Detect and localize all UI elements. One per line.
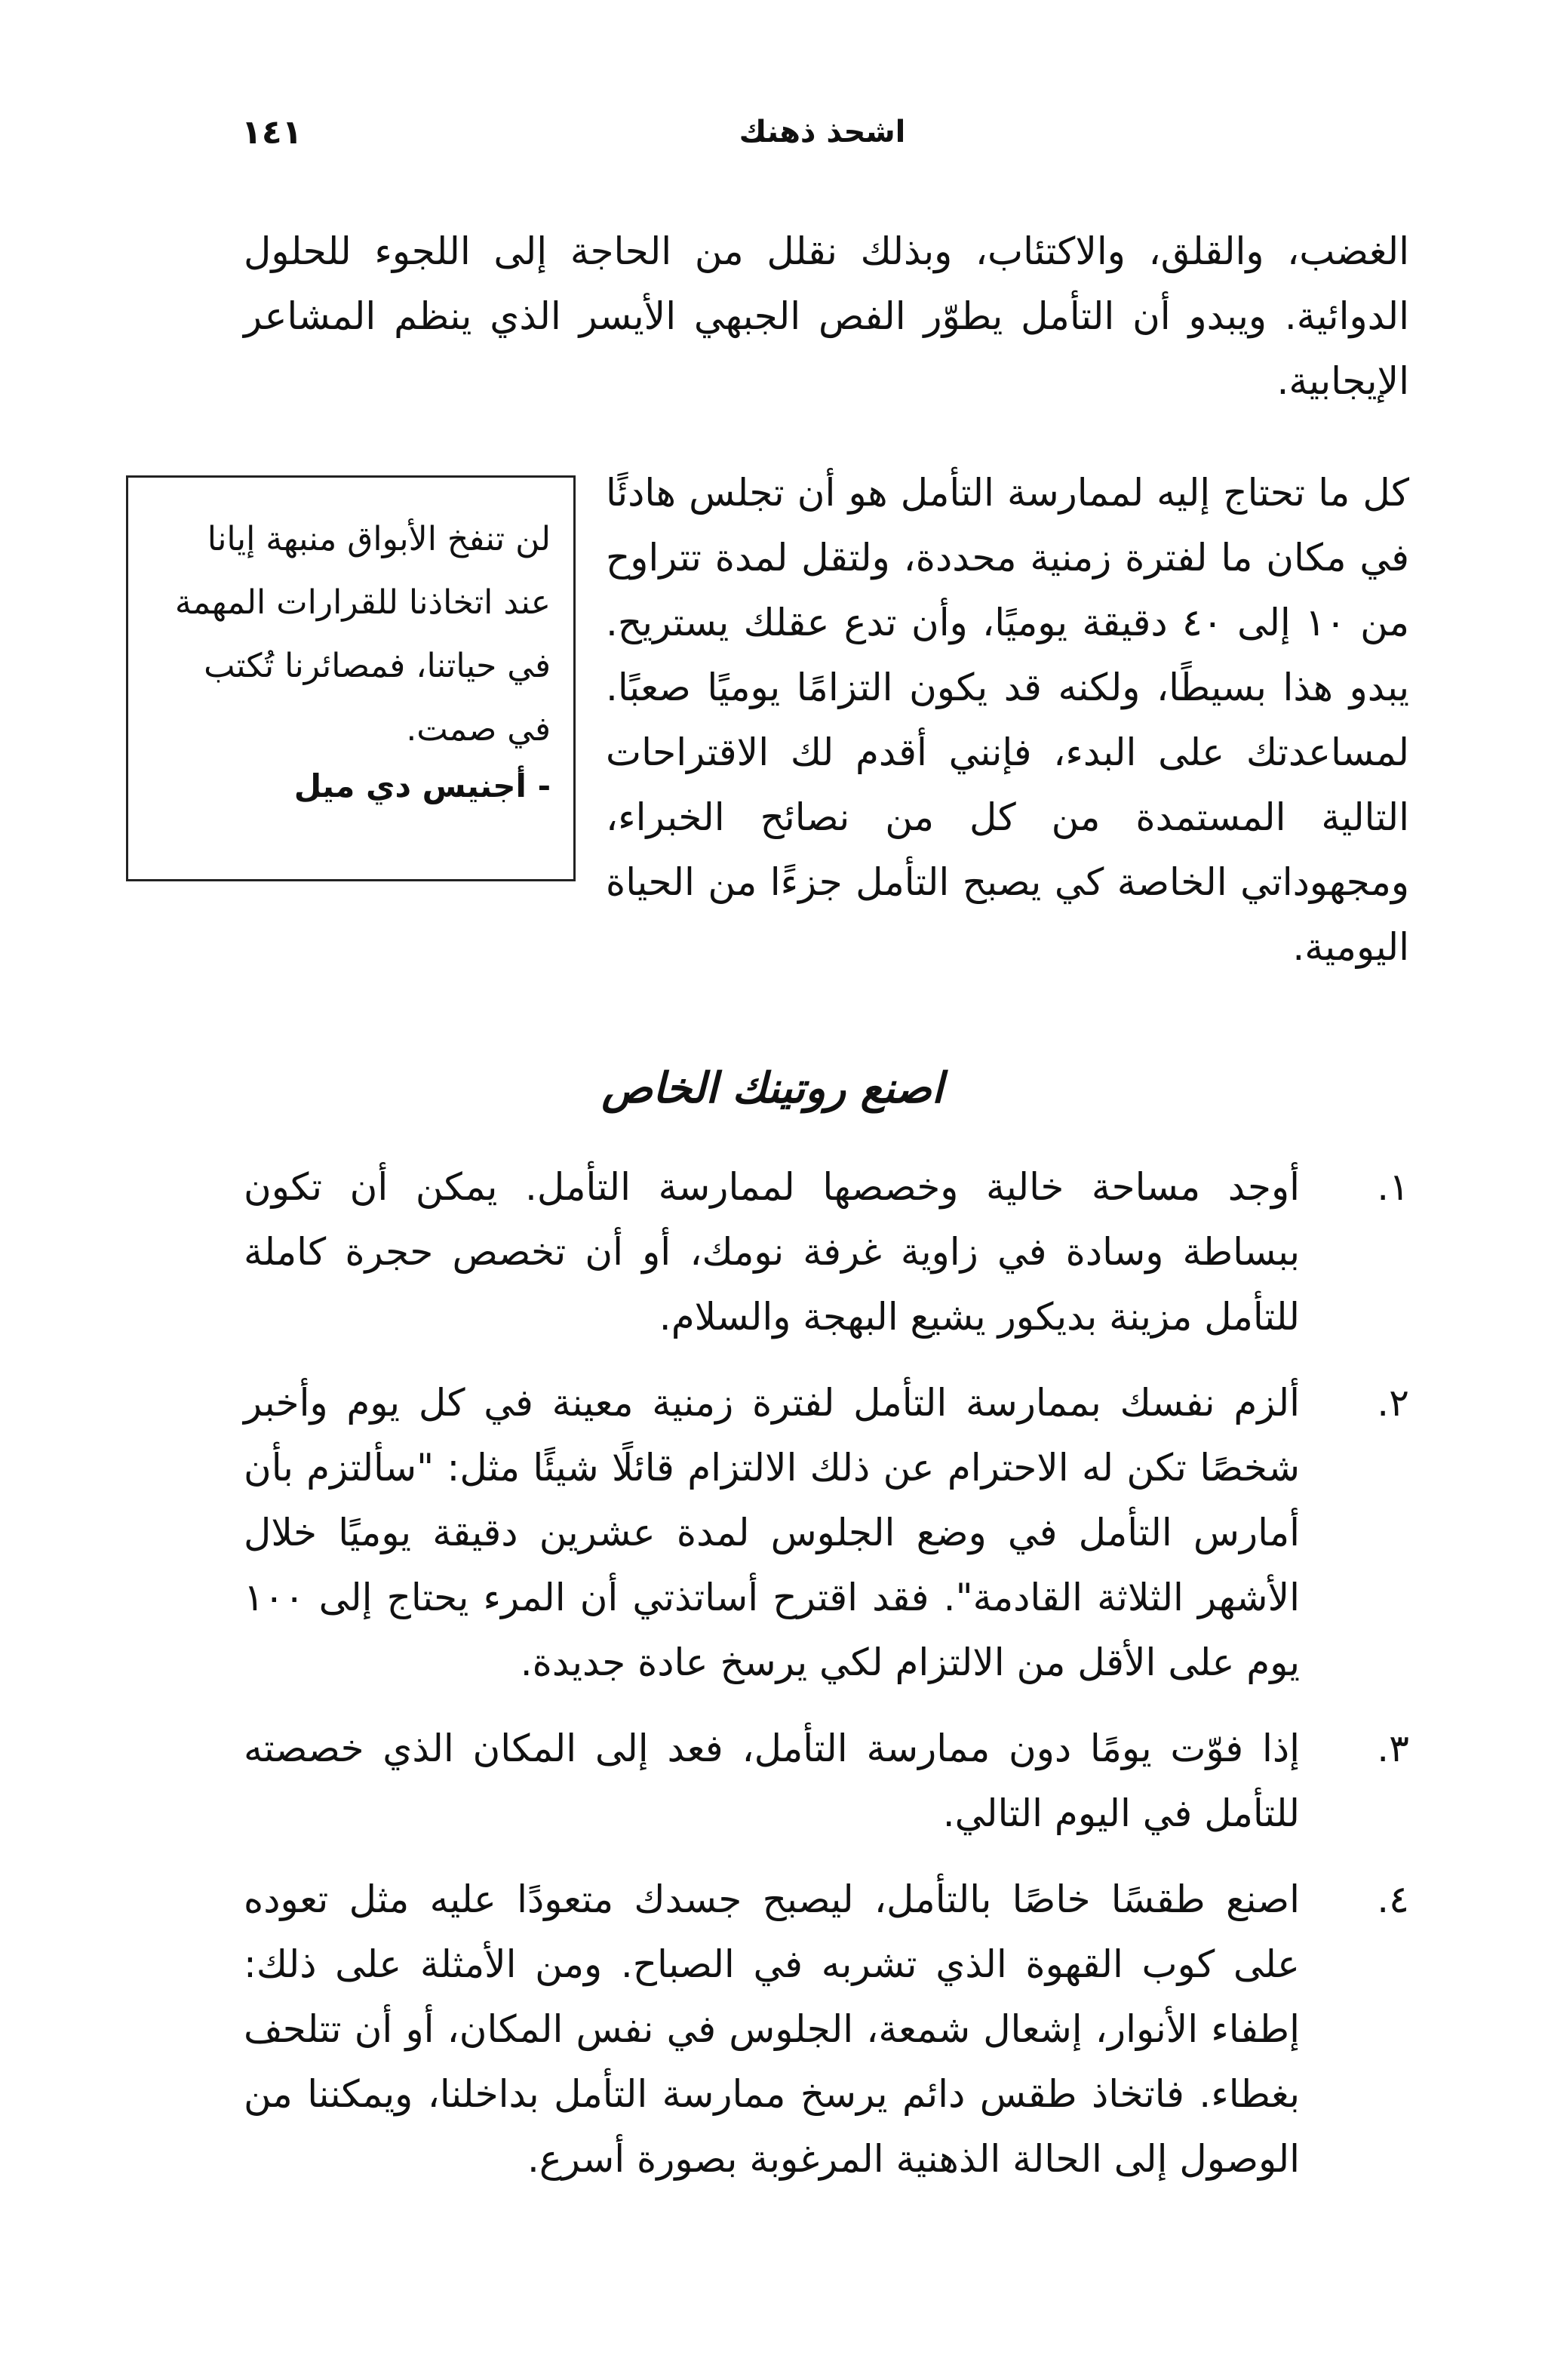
intro-paragraph: الغضب، والقلق، والاكتئاب، وبذلك نقلل من الحاجة إلى اللجوء للحلول الدوائية. ويبدو أن التأمل يطوّر الفص الجبهي الأيسر الذي ينظم المشاعر الإيجابية. (244, 229, 1409, 403)
list-item-number: ٤. (1377, 1877, 1409, 1921)
list-item-number: ٣. (1377, 1727, 1409, 1770)
list-item (244, 1716, 1409, 1846)
page-header (241, 113, 1403, 158)
section-heading: اصنع روتينك الخاص (601, 1064, 944, 1113)
list-item-text: اصنع طقسًا خاصًا بالتأمل، ليصبح جسدك متعودًا عليه مثل تعوده على كوب القهوة الذي تشربه في الصباح. ومن الأمثلة على ذلك: إطفاء الأنوار، إشعال شمعة، الجلوس في نفس المكان، أو أن تتلحف بغطاء. فاتخاذ طقس دائم يرسخ ممارسة التأمل بداخلنا، ويمكننا من الوصول إلى الحالة الذهنية المرغوبة بصورة أسرع. (244, 1877, 1300, 2181)
page-number: ١٤١ (241, 113, 303, 152)
list-item-number: ٢. (1377, 1381, 1409, 1425)
tips-list (244, 1155, 1409, 2212)
quote-box (126, 475, 576, 881)
quote-text: لن تنفخ الأبواق منبهة إيانا عند اتخاذنا للقرارات المهمة في حياتنا، فمصائرنا تُكتب في صمت. (174, 520, 551, 749)
quote-author: - أجنيس دي ميل (293, 767, 551, 804)
list-item-text: ألزم نفسك بممارسة التأمل لفترة زمنية معينة في كل يوم وأخبر شخصًا تكن له الاحترام عن ذلك الالتزام قائلًا شيئًا مثل: "سألتزم بأن أمارس التأمل في وضع الجلوس لمدة عشرين دقيقة يوميًا خلال الأشهر الثلاثة القادمة". فقد اقترح أساتذتي أن المرء يحتاج إلى ١٠٠ يوم على الأقل من الالتزام لكي يرسخ عادة جديدة. (244, 1381, 1300, 1684)
list-item (244, 1867, 1409, 2191)
list-item (244, 1370, 1409, 1695)
list-item-number: ١. (1377, 1165, 1409, 1209)
main-paragraph: كل ما تحتاج إليه لممارسة التأمل هو أن تجلس هادئًا في مكان ما لفترة زمنية محددة، ولتقل لمدة تتراوح من ١٠ إلى ٤٠ دقيقة يوميًا، وأن تدع عقلك يستريح. يبدو هذا بسيطًا، ولكنه قد يكون التزامًا يوميًا صعبًا. لمساعدتك على البدء، فإنني أقدم لك الاقتراحات التالية المستمدة من كل من نصائح الخبراء، ومجهوداتي الخاصة كي يصبح التأمل جزءًا من الحياة اليومية. (606, 471, 1409, 969)
list-item-text: إذا فوّت يومًا دون ممارسة التأمل، فعد إلى المكان الذي خصصته للتأمل في اليوم التالي. (244, 1727, 1300, 1835)
list-item (244, 1155, 1409, 1349)
list-item-text: أوجد مساحة خالية وخصصها لممارسة التأمل. يمكن أن تكون ببساطة وسادة في زاوية غرفة نومك، أو أن تخصص حجرة كاملة للتأمل مزينة بديكور يشيع البهجة والسلام. (244, 1165, 1300, 1339)
running-title: اشحذ ذهنك (739, 115, 906, 149)
